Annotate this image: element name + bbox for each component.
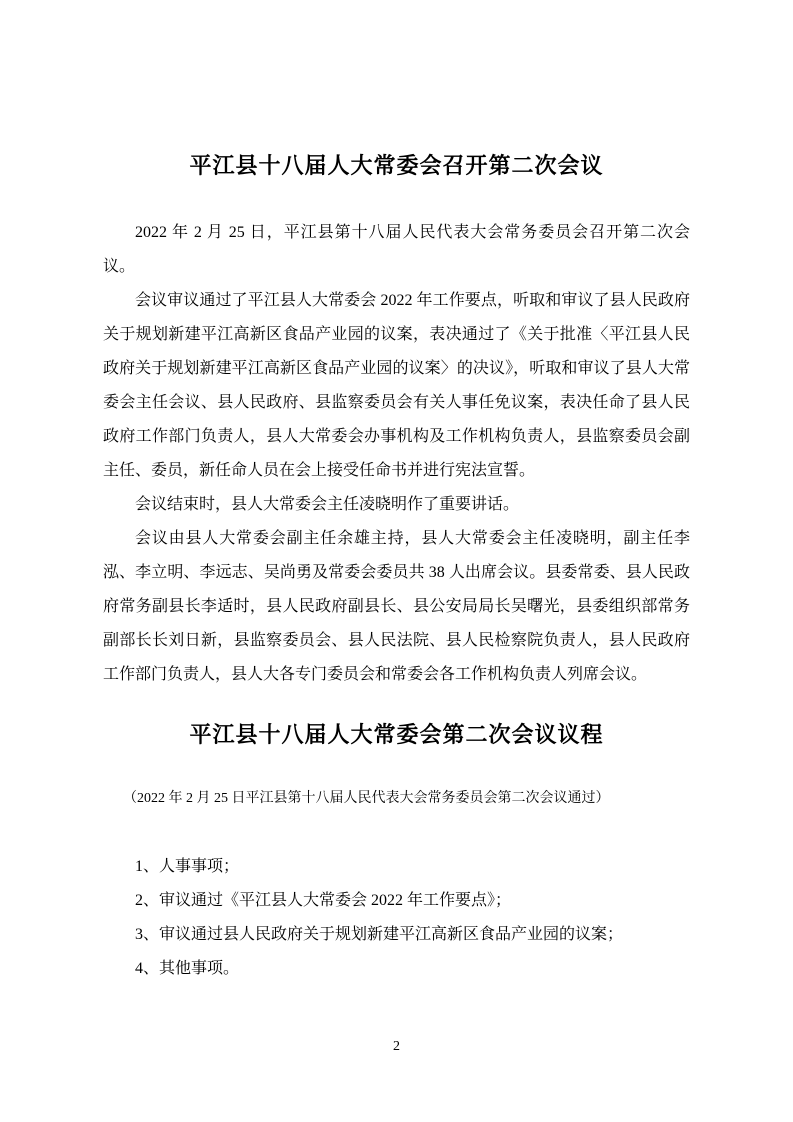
agenda-item-1: 1、人事事项； <box>135 858 240 875</box>
agenda-list <box>103 850 690 986</box>
agenda-item-3: 3、审议通过县人民政府关于规划新建平江高新区食品产业园的议案； <box>135 926 624 943</box>
article1-paragraph-1: 2022 年 2 月 25 日，平江县第十八届人民代表大会常务委员会召开第二次会议。 <box>103 224 690 275</box>
article2-subtitle: （2022 年 2 月 25 日平江县第十八届人民代表大会常务委员会第二次会议通过） <box>123 791 610 806</box>
agenda-item-4: 4、其他事项。 <box>135 960 240 977</box>
article1-paragraph-3: 会议结束时，县人大常委会主任凌晓明作了重要讲话。 <box>135 496 520 513</box>
agenda-item-2: 2、审议通过《平江县人大常委会 2022 年工作要点》； <box>135 892 512 909</box>
page-number: 2 <box>393 1039 400 1054</box>
article2-title: 平江县十八届人大常委会第二次会议议程 <box>189 722 604 747</box>
article1-paragraph-2: 会议审议通过了平江县人大常委会 2022 年工作要点，听取和审议了县人民政府关于规划新建平江高新区食品产业园的议案，表决通过了《关于批准〈平江县人民政府关于规划新建平江高新区食品产业园的议案〉的决议》，听取和审议了县人大常委会主任会议、县人民政府、县监察委员会有关人事任免议案，表决任命了县人民政府工作部门负责人，县人大常委会办事机构及工作机构负责人，县监察委员会副主任、委员，新任命人员在会上接受任命书并进行宪法宣誓。 <box>103 292 690 479</box>
article1-paragraph-4: 会议由县人大常委会副主任余雄主持，县人大常委会主任凌晓明，副主任李泓、李立明、李远志、吴尚勇及常委会委员共 38 人出席会议。县委常委、县人民政府常务副县长李适时，县人民政府副县长、县公安局局长吴曙光，县委组织部常务副部长长刘日新，县监察委员会、县人民法院、县人民检察院负责人，县人民政府工作部门负责人，县人大各专门委员会和常委会各工作机构负责人列席会议。 <box>103 530 690 683</box>
article1-title: 平江县十八届人大常委会召开第二次会议 <box>189 153 604 178</box>
